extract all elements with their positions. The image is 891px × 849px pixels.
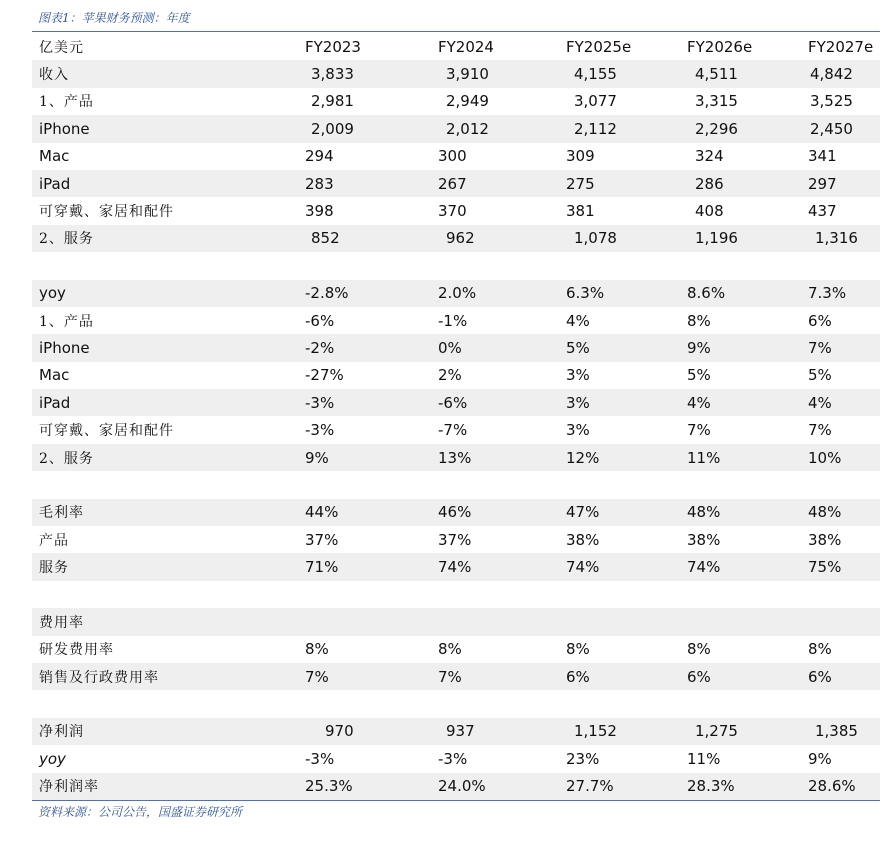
row-value-col2: 6.3%: [566, 284, 605, 303]
row-value-col2: 1,152: [574, 722, 617, 741]
table-row: [32, 252, 880, 279]
header-col-fy2025e: FY2025e: [566, 37, 632, 56]
row-value-col0: 71%: [305, 558, 339, 577]
row-value-col0: 8%: [305, 640, 329, 659]
table-row: [32, 636, 880, 663]
row-value-col3: 8%: [687, 640, 711, 659]
row-label: yoy: [39, 749, 66, 768]
row-value-col3: 4,511: [695, 65, 738, 84]
row-value-col2: 27.7%: [566, 777, 614, 796]
row-value-col3: 286: [695, 174, 724, 193]
row-value-col2: 381: [566, 202, 595, 221]
row-value-col1: -7%: [438, 421, 468, 440]
row-label: 2、服务: [39, 231, 94, 248]
row-value-col1: 13%: [438, 448, 472, 467]
row-value-col1: 24.0%: [438, 777, 486, 796]
row-value-col4: 3,525: [810, 92, 853, 111]
row-value-col2: 3%: [566, 366, 590, 385]
row-value-col2: 4%: [566, 311, 590, 330]
row-value-col0: 970: [325, 722, 354, 741]
row-value-col1: 2,949: [446, 92, 489, 111]
row-value-col4: 7.3%: [808, 284, 847, 303]
row-value-col0: 2,009: [311, 119, 354, 138]
header-col-fy2026e: FY2026e: [687, 37, 753, 56]
row-label: 服务: [39, 560, 69, 577]
row-value-col0: 283: [305, 174, 334, 193]
row-label: 费用率: [39, 614, 84, 631]
row-value-col3: 38%: [687, 530, 721, 549]
table-row: [32, 745, 880, 772]
row-value-col0: -3%: [305, 749, 335, 768]
row-label: iPhone: [39, 119, 90, 138]
table-body: [32, 60, 880, 800]
row-value-col3: 8.6%: [687, 284, 726, 303]
row-value-col4: 8%: [808, 640, 832, 659]
table-row: [32, 225, 880, 252]
row-value-col1: 8%: [438, 640, 462, 659]
row-value-col1: 937: [446, 722, 475, 741]
table-row: [32, 60, 880, 87]
row-label: iPad: [39, 393, 71, 412]
table-row: [32, 88, 880, 115]
table-row: [32, 553, 880, 580]
row-value-col3: 1,275: [695, 722, 738, 741]
row-value-col0: -27%: [305, 366, 344, 385]
row-label: yoy: [39, 284, 66, 303]
row-label: iPad: [39, 174, 71, 193]
row-value-col0: -3%: [305, 421, 335, 440]
row-value-col3: 4%: [687, 393, 711, 412]
table-row: [32, 334, 880, 361]
row-value-col3: 8%: [687, 311, 711, 330]
table-row: [32, 280, 880, 307]
row-value-col3: 74%: [687, 558, 721, 577]
row-value-col3: 11%: [687, 448, 721, 467]
row-value-col2: 3%: [566, 421, 590, 440]
row-value-col4: 48%: [808, 503, 842, 522]
source-note: 资料来源：公司公告，国盛证券研究所: [38, 805, 243, 819]
row-value-col2: 3%: [566, 393, 590, 412]
row-value-col2: 6%: [566, 667, 590, 686]
row-value-col4: 5%: [808, 366, 832, 385]
row-value-col1: 2.0%: [438, 284, 477, 303]
row-value-col0: 25.3%: [305, 777, 353, 796]
row-value-col3: 11%: [687, 749, 721, 768]
table-caption: 图表1：苹果财务预测：年度: [38, 11, 190, 25]
row-value-col3: 6%: [687, 667, 711, 686]
row-value-col4: 437: [808, 202, 837, 221]
table-row: [32, 362, 880, 389]
financial-forecast-table: [32, 33, 880, 800]
row-label: 1、产品: [39, 94, 94, 111]
table-row: [32, 444, 880, 471]
row-value-col2: 23%: [566, 749, 600, 768]
row-value-col2: 2,112: [574, 119, 617, 138]
row-value-col3: 2,296: [695, 119, 738, 138]
top-rule: [32, 31, 880, 32]
table-row: [32, 718, 880, 745]
row-label: 可穿戴、家居和配件: [39, 204, 174, 221]
table-row: [32, 526, 880, 553]
row-value-col1: 962: [446, 229, 475, 248]
row-value-col3: 324: [695, 147, 724, 166]
row-value-col0: 2,981: [311, 92, 354, 111]
row-label: 研发费用率: [39, 642, 114, 659]
header-row: [32, 33, 880, 60]
row-value-col3: 3,315: [695, 92, 738, 111]
row-value-col1: 74%: [438, 558, 472, 577]
header-col-fy2027e: FY2027e: [808, 37, 874, 56]
row-value-col1: -3%: [438, 749, 468, 768]
row-value-col4: 341: [808, 147, 837, 166]
table-row: [32, 115, 880, 142]
row-value-col3: 7%: [687, 421, 711, 440]
row-value-col3: 1,196: [695, 229, 738, 248]
row-value-col2: 4,155: [574, 65, 617, 84]
row-value-col4: 1,385: [815, 722, 858, 741]
table-row: [32, 773, 880, 800]
row-value-col0: 398: [305, 202, 334, 221]
row-value-col4: 10%: [808, 448, 842, 467]
row-value-col1: 0%: [438, 338, 462, 357]
row-value-col4: 4%: [808, 393, 832, 412]
table-row: [32, 690, 880, 717]
header-col-fy2023: FY2023: [305, 37, 361, 56]
row-value-col2: 12%: [566, 448, 600, 467]
row-value-col1: 370: [438, 202, 467, 221]
row-value-col4: 6%: [808, 311, 832, 330]
row-value-col4: 7%: [808, 421, 832, 440]
row-value-col2: 8%: [566, 640, 590, 659]
row-value-col3: 5%: [687, 366, 711, 385]
table-row: [32, 170, 880, 197]
table-row: [32, 663, 880, 690]
row-label: iPhone: [39, 338, 90, 357]
row-value-col2: 1,078: [574, 229, 617, 248]
table-row: [32, 499, 880, 526]
row-value-col0: 852: [311, 229, 340, 248]
row-value-col2: 47%: [566, 503, 600, 522]
row-value-col4: 297: [808, 174, 837, 193]
row-value-col0: 7%: [305, 667, 329, 686]
row-label: 2、服务: [39, 450, 94, 467]
row-value-col1: 46%: [438, 503, 472, 522]
row-value-col2: 38%: [566, 530, 600, 549]
bottom-rule: [32, 800, 880, 801]
row-value-col0: 37%: [305, 530, 339, 549]
row-value-col2: 5%: [566, 338, 590, 357]
row-label: 净利润率: [39, 779, 99, 796]
row-value-col0: 9%: [305, 448, 329, 467]
row-value-col4: 1,316: [815, 229, 858, 248]
row-value-col1: 7%: [438, 667, 462, 686]
row-value-col2: 309: [566, 147, 595, 166]
row-label: 收入: [39, 67, 69, 84]
row-value-col2: 74%: [566, 558, 600, 577]
row-label: 可穿戴、家居和配件: [39, 423, 174, 440]
row-label: Mac: [39, 366, 70, 385]
header-unit-label: 亿美元: [39, 39, 84, 56]
row-label: 产品: [39, 532, 69, 549]
table-row: [32, 416, 880, 443]
row-value-col1: 37%: [438, 530, 472, 549]
row-value-col4: 38%: [808, 530, 842, 549]
row-label: Mac: [39, 147, 70, 166]
table-row: [32, 307, 880, 334]
row-value-col3: 48%: [687, 503, 721, 522]
row-value-col4: 28.6%: [808, 777, 856, 796]
table-row: [32, 581, 880, 608]
row-value-col4: 4,842: [810, 65, 853, 84]
row-label: 销售及行政费用率: [39, 669, 159, 686]
table-row: [32, 143, 880, 170]
row-value-col0: -3%: [305, 393, 335, 412]
row-value-col0: 294: [305, 147, 334, 166]
row-value-col0: -2%: [305, 338, 335, 357]
table-row: [32, 471, 880, 498]
row-value-col0: 44%: [305, 503, 339, 522]
row-value-col3: 9%: [687, 338, 711, 357]
row-label: 1、产品: [39, 313, 94, 330]
row-value-col4: 75%: [808, 558, 842, 577]
row-value-col4: 9%: [808, 749, 832, 768]
row-value-col0: -2.8%: [305, 284, 349, 303]
row-value-col1: 267: [438, 174, 467, 193]
row-value-col1: 300: [438, 147, 467, 166]
table-row: [32, 389, 880, 416]
row-value-col0: 3,833: [311, 65, 354, 84]
row-value-col4: 2,450: [810, 119, 853, 138]
row-label: 毛利率: [39, 505, 84, 522]
row-value-col3: 28.3%: [687, 777, 735, 796]
row-value-col3: 408: [695, 202, 724, 221]
row-value-col1: 2%: [438, 366, 462, 385]
row-value-col1: -1%: [438, 311, 468, 330]
header-col-fy2024: FY2024: [438, 37, 494, 56]
table-row: [32, 197, 880, 224]
row-value-col4: 7%: [808, 338, 832, 357]
row-value-col0: -6%: [305, 311, 335, 330]
row-value-col1: -6%: [438, 393, 468, 412]
row-value-col2: 3,077: [574, 92, 617, 111]
table-row: [32, 608, 880, 635]
row-label: 净利润: [39, 724, 84, 741]
row-value-col1: 2,012: [446, 119, 489, 138]
row-value-col2: 275: [566, 174, 595, 193]
row-value-col1: 3,910: [446, 65, 489, 84]
row-value-col4: 6%: [808, 667, 832, 686]
